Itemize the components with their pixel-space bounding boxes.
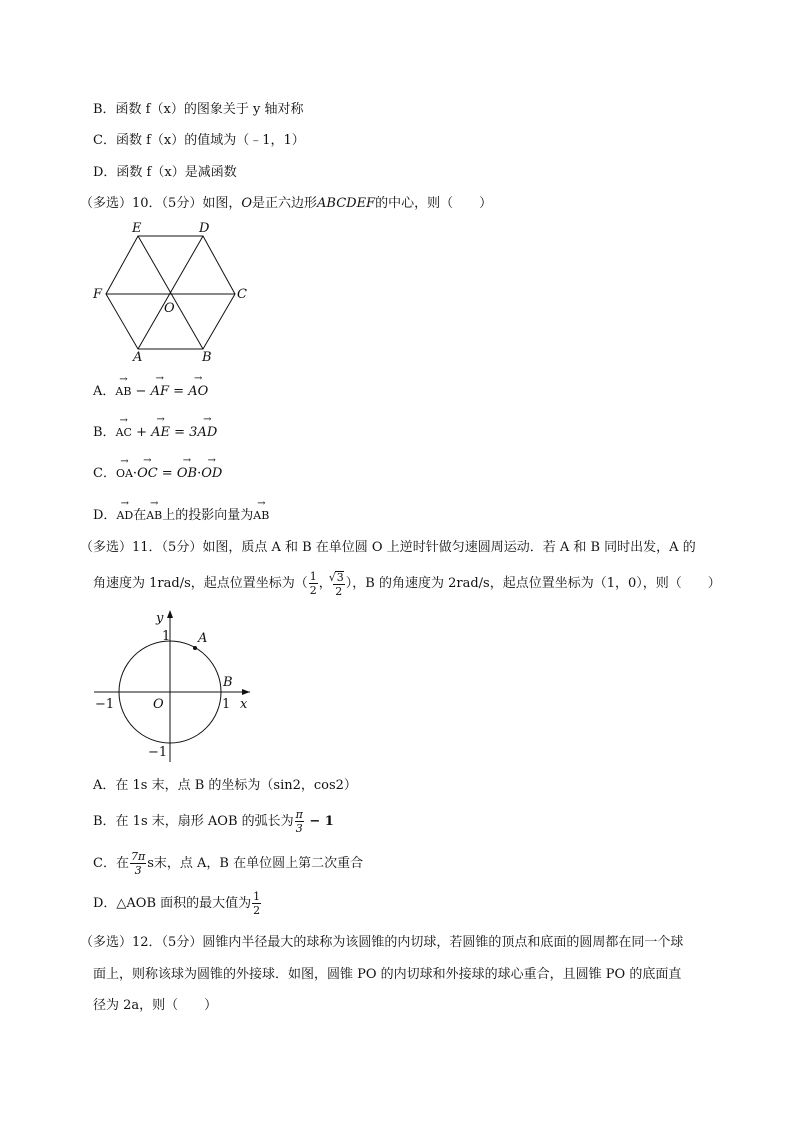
tick-label-top: 1: [162, 629, 171, 644]
tick-label-right: 1: [222, 697, 231, 712]
q12-stem-line1: （多选）12．（5分）圆锥内半径最大的球称为该圆锥的内切球，若圆锥的顶点和底面的圆周都在同一个球: [80, 935, 684, 950]
text: − 1: [304, 814, 334, 829]
operator: −: [131, 384, 151, 399]
label-b: B: [202, 350, 212, 365]
label-origin: O: [153, 697, 164, 712]
fraction-one-half: $\frac{1}{2}$: [253, 890, 261, 917]
q10-option-c: [93, 460, 222, 480]
q10-mid: 是正六边形: [252, 196, 318, 211]
tick-label-bottom: −1: [148, 745, 168, 760]
label-b: B: [223, 675, 233, 690]
q12-stem-line2: 面上，则称该球为圆锥的外接球．如图，圆锥 PO 的内切球和外接球的球心重合，且圆锥 PO 的底面直: [93, 967, 682, 982]
vector-ao: → AO: [188, 378, 208, 398]
vector-ob: → OB: [177, 460, 197, 480]
vector-oc: → OC: [137, 460, 158, 480]
q11-option-d: [93, 890, 262, 918]
option-label: C．: [93, 466, 116, 481]
label-c: C: [237, 287, 247, 302]
operator: =: [169, 384, 189, 399]
q9-option-d: D．函数 f（x）是减函数: [93, 165, 237, 180]
x-axis-arrow: [242, 689, 250, 695]
q10-option-d: [93, 503, 269, 522]
option-label: B．: [93, 425, 116, 440]
vector-ae: → AE: [151, 419, 170, 439]
q11-stem-line2: [93, 570, 721, 598]
y-axis-label: y: [156, 611, 164, 626]
tick-label-left: −1: [95, 697, 115, 712]
text: D．△AOB 面积的最大值为: [93, 896, 252, 911]
vector-ab: → AB: [253, 503, 269, 521]
fraction-sqrt3-over-2: √ $\frac{3}{2}$: [333, 571, 345, 597]
q9-option-b: B．函数 f（x）的图象关于 y 轴对称: [93, 102, 304, 117]
q10-prefix: （多选）10．（5分）如图，: [80, 196, 242, 211]
label-a: A: [198, 631, 208, 646]
option-text: 上的投影向量为: [162, 508, 254, 523]
point-a: [193, 646, 197, 650]
vector-ad: → AD: [197, 419, 217, 439]
text: s末，点 A，B 在单位圆上第二次重合: [147, 856, 364, 871]
label-a: A: [133, 350, 143, 365]
vector-oa: → OA: [116, 461, 133, 479]
vector-od: → OD: [201, 460, 222, 480]
text: 角速度为 1rad/s，起点位置坐标为（: [93, 576, 308, 591]
option-label: D．: [93, 508, 117, 523]
q10-option-a: [93, 378, 208, 398]
y-axis-arrow: [167, 610, 173, 618]
vector-ab: → AB: [115, 379, 131, 397]
vector-ac: → AC: [116, 420, 132, 438]
fraction-pi-over-3: $\frac{\pi}{3}$: [295, 808, 303, 835]
label-o: O: [164, 301, 175, 316]
fraction-7pi-over-3: $\frac{7\pi}{3}$: [130, 850, 146, 877]
vector-af: → AF: [151, 378, 169, 398]
q12-stem-line3: 径为 2a，则（ ）: [93, 998, 218, 1013]
option-text: 在: [133, 508, 147, 523]
vector-ad: → AD: [116, 503, 133, 521]
text: ，: [318, 576, 332, 591]
q11-option-c: [93, 850, 363, 878]
q10-option-b: [93, 419, 217, 439]
text: C．在: [93, 856, 129, 871]
q11-option-b: [93, 808, 334, 836]
label-e: E: [132, 221, 142, 236]
q11-stem-line1: （多选）11．（5分）如图，质点 A 和 B 在单位圆 O 上逆时针做匀速圆周运动．若 A 和 B 同时出发，A 的: [80, 540, 696, 555]
option-label: A．: [93, 384, 116, 399]
operator: ·: [197, 466, 202, 481]
unit-circle-figure: [90, 604, 260, 764]
hexagon-figure: [88, 218, 248, 366]
x-axis-label: x: [240, 697, 248, 712]
q10-hexagon-name: ABCDEF: [317, 196, 376, 211]
operator: +: [131, 425, 152, 440]
q10-suffix: 的中心，则（ ）: [375, 196, 493, 211]
q10-center-label: O: [241, 196, 252, 211]
text: B．在 1s 末，扇形 AOB 的弧长为: [93, 814, 294, 829]
label-f: F: [93, 287, 103, 302]
label-d: D: [199, 221, 210, 236]
operator: =: [157, 466, 177, 481]
operator: = 3: [170, 425, 198, 440]
q10-stem: [80, 197, 492, 210]
q9-option-c: C．函数 f（x）的值域为（﹣1，1）: [93, 133, 305, 148]
q11-option-a: A．在 1s 末，点 B 的坐标为（sin2，cos2）: [93, 778, 357, 793]
vector-ab: → AB: [146, 503, 162, 521]
text: ），B 的角速度为 2rad/s，起点位置坐标为（1，0），则（ ）: [345, 576, 721, 591]
operator: ·: [132, 466, 138, 481]
fraction-one-half: $\frac{1}{2}$: [309, 570, 317, 597]
